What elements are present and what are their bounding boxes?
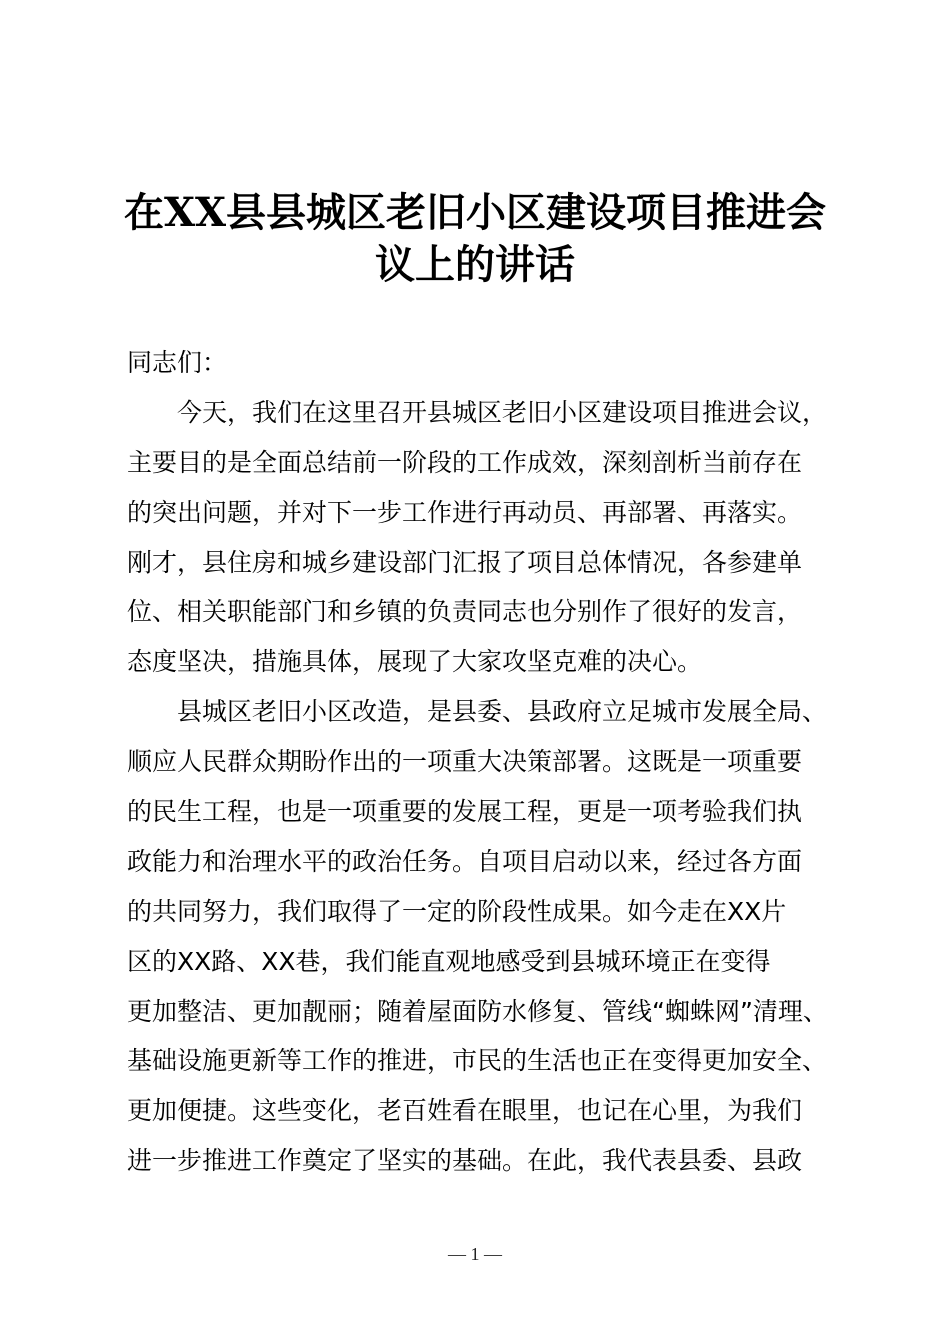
body-line: 县城区老旧小区改造，是县委、县政府立足城市发展全局、 [177,697,828,727]
document-title-line-1: 在XX县县城区老旧小区建设项目推进会 [123,189,827,236]
body-line: 的民生工程，也是一项重要的发展工程，更是一项考验我们执 [127,797,803,827]
body-line: 今天，我们在这里召开县城区老旧小区建设项目推进会议， [177,397,828,427]
body-line: 刚才，县住房和城乡建设部门汇报了项目总体情况，各参建单 [127,547,803,577]
body-line: 基础设施更新等工作的推进，市民的生活也正在变得更加安全、 [127,1046,828,1076]
body-line: 顺应人民群众期盼作出的一项重大决策部署。这既是一项重要 [127,747,803,777]
body-line: 更加便捷。这些变化，老百姓看在眼里，也记在心里，为我们 [127,1096,803,1126]
body-line: 态度坚决，措施具体，展现了大家攻坚克难的决心。 [127,647,703,677]
body-line: 区的XX路、XX巷，我们能直观地感受到县城环境正在变得 [127,946,771,976]
body-line: 位、相关职能部门和乡镇的负责同志也分别作了很好的发言， [127,597,803,627]
body-line: 政能力和治理水平的政治任务。自项目启动以来，经过各方面 [127,846,803,876]
document-body [127,338,851,1186]
body-line: 更加整洁、更加靓丽；随着屋面防水修复、管线“蜘蛛网”清理、 [127,996,828,1026]
document-title-line-2: 议上的讲话 [375,241,575,288]
body-line: 的共同努力，我们取得了一定的阶段性成果。如今走在XX片 [127,896,787,926]
body-line: 主要目的是全面总结前一阶段的工作成效，深刻剖析当前存在 [127,447,803,477]
body-line: 同志们： [127,348,228,377]
page-number: — 1 — [448,1244,502,1264]
body-line: 的突出问题，并对下一步工作进行再动员、再部署、再落实。 [127,497,803,527]
body-line: 进一步推进工作奠定了坚实的基础。在此，我代表县委、县政 [127,1146,803,1176]
